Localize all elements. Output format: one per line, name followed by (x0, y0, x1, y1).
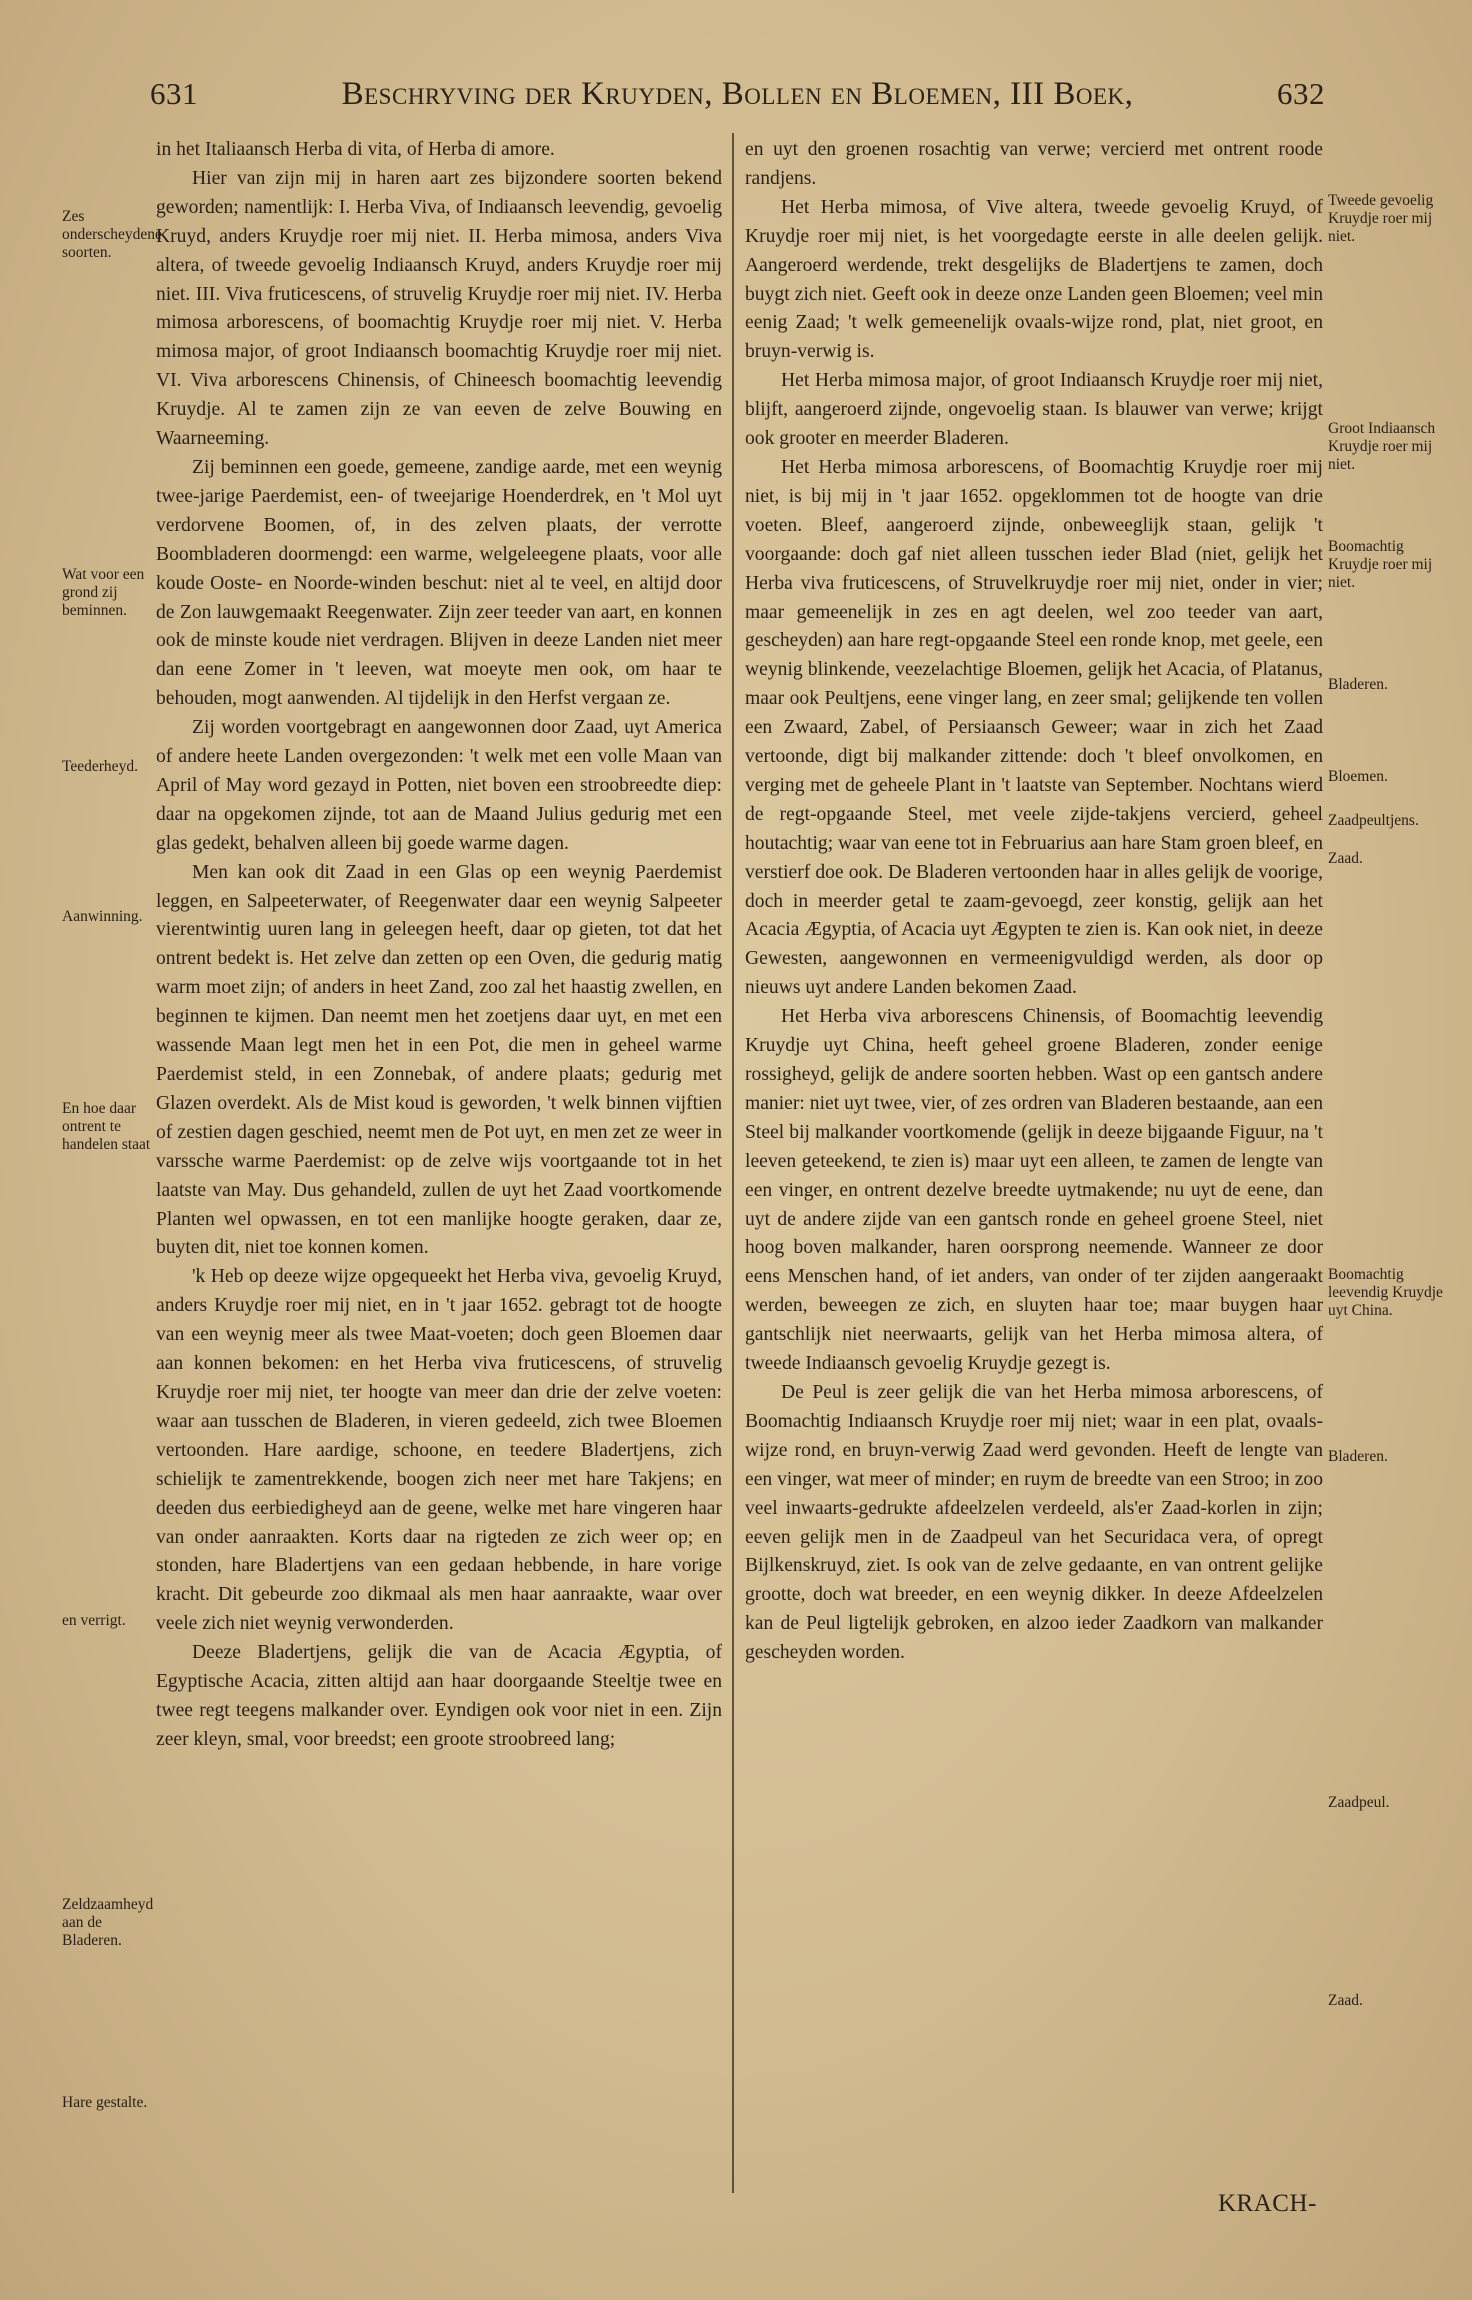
paragraph: Het Herba viva arborescens Chinensis, of Boomachtig leevendig Kruydje uyt China, heeft geheel groene Bladeren, zonder eenige rossigheyd, gelijk de andere soorten hebben. Wast op een gantsch andere manier: niet uyt twee, vier, of zes ordren van Bladeren bestaande, aan een Steel bij malkander voortkomende (gelijk in deeze bijgaande Figuur, na 't leeven geteekend, te zien is) maar uyt een alleen, te zamen de lengte van een vinger, en ontrent dezelve breedte uytmakende; nu uyt de eene, dan uyt de andere zijde van een gantsch ronde en geheel groene Steel, niet hoog boven malkander, haren oorsprong neemende. Wanneer ze door eens Menschen hand, of iet anders, van onder of ter zijden aangeraakt werden, beweegen ze zich, en sluyten haar toe; maar buygen haar gantschlijk niet neerwaarts, gelijk van het Herba mimosa altera, of tweede Indiaansch gevoelig Kruydje gezegt is. (745, 1006, 1323, 1375)
margin-note: en verrigt. (62, 1612, 126, 1629)
paragraph: De Peul is zeer gelijk die van het Herba mimosa arborescens, of Boomachtig Indiaansch Kruydje roer mij niet; waar in een plat, ovaals-wijze rond, en bruyn-verwig Zaad werd gevonden. Heeft de lengte van een vinger, wat meer of minder; en ruym de breedte van een Stroo; in zoo veel inwaarts-gedrukte afdeelzelen verdeeld, als'er Zaad-korlen in zijn; eeven gelijk men in de Zaadpeul van het Securidaca vera, of opregt Bijlkenskruyd, ziet. Is ook van de zelve gedaante, en van ontrent gelijke grootte, doch wat breeder, en een weynig dikker. In deeze Afdeelzelen kan de Peul ligtelijk gebroken, en alzoo ieder Zaadkorn van malkander gescheyden worden. (745, 1381, 1323, 1664)
page-number-left: 631 (150, 76, 198, 111)
catchword: KRACH- (1218, 2190, 1317, 2217)
paragraph: Zij beminnen een goede, gemeene, zandige aarde, met een weynig twee-jarige Paerdemist, een- of tweejarige Hoenderdrek, en 't Mol uyt verdorvene Boomen, of, in des zelven plaats, der verrotte Boombladeren doormengd: een warme, welgeleegene plaats, voor alle koude Ooste- en Noorde-winden beschut: niet al te veel, en altijd door de Zon lauwgemaakt Reegenwater. Zijn zeer teeder van aart, en konnen ook de minste koude niet verdragen. Blijven in deeze Landen niet meer dan eene Zomer in 't leeven, wat moeyte men ook, om haar te behouden, mogt aanwenden. Al tijdelijk in den Herfst vergaan ze. (156, 456, 722, 710)
margin-note: Bladeren. (1328, 676, 1388, 693)
margin-note: Zaadpeul. (1328, 1794, 1390, 1811)
paragraph: Het Herba mimosa arborescens, of Boomachtig Kruydje roer mij niet, is bij mij in 't jaar 1652. opgeklommen tot de hoogte van drie voeten. Bleef, aangeroerd zijnde, onbeweeglijk staan, gelijk 't voorgaande: doch gaf niet alleen tusschen ieder Blad (niet, gelijk het Herba viva fruticescens, of Struvelkruydje roer mij niet, onder in vier; maar gemeenelijk in zes en agt deelen, wel zoo teeder van aart, gescheyden) aan hare regt-opgaande Steel een ronde knop, met geele, een weynig blinkende, veezelachtige Bloemen, gelijk het Acacia, of Platanus, maar ook Peultjens, eene vinger lang, en zeer smal; gelijkende ten vollen een Zwaard, Zabel, of Persiaansch Geweer; waar in zich het Zaad vertoonde, digt bij malkander zittende: doch 't bleef onvolkomen, en verging met de geheele Plant in 't laatste van September. Nochtans wierd de regt-opgaande Steel, met veele zijde-takjens vercierd, geheel houtachtig; waar van eene tot in Februarius aan hare Stam groen bleef, en verstierf doe ook. De Bladeren vertoonden haar in alles gelijk de voorige, doch in meerder getal te zaam-gevoegd, zeer konstig, gelijk aan het Acacia Ægyptia, of Acacia uyt Ægypten te zien is. Kan ook niet, in deeze Gewesten, aangewonnen en vermeenigvuldigd werden, als door op nieuws uyt andere Landen bekomen Zaad. (745, 456, 1323, 999)
running-title: Beschryving der Kruyden, Bollen en Bloemen, III Boek, (341, 76, 1134, 112)
paragraph: Hier van zijn mij in haren aart zes bijzondere soorten bekend geworden; namentlijk: I. Herba Viva, of Indiaansch leevendig, gevoelig Kruyd, anders Kruydje roer mij niet. II. Herba mimosa, anders Viva altera, of tweede gevoelig Indiaansch Kruyd, anders Kruydje roer mij niet. III. Viva fruticescens, of struvelig Kruydje roer mij niet. IV. Herba mimosa arborescens, of boomachtig Kruydje roer mij niet. V. Herba mimosa major, of groot Indiaansch boomachtig Kruydje roer mij niet. VI. Viva arborescens Chinensis, of Chineesch boomachtig leevendig Kruydje. Al te zamen zijn ze van eeven de zelve Bouwing en Waarneeming. (156, 167, 722, 450)
margin-note: Teederheyd. (62, 758, 138, 775)
margin-note: En hoe daar ontrent te handelen staat (62, 1100, 151, 1153)
margin-note: Zaadpeultjens. (1328, 812, 1419, 829)
paragraph: in het Italiaansch Herba di vita, of Herba di amore. (156, 139, 555, 160)
paragraph: Het Herba mimosa major, of groot Indiaansch Kruydje roer mij niet, blijft, aangeroerd zijnde, ongevoelig staan. Is blauwer van verwe; krijgt ook grooter en meerder Bladeren. (745, 370, 1323, 450)
paragraph: Het Herba mimosa, of Vive altera, tweede gevoelig Kruyd, of Kruydje roer mij niet, is het voorgedagte eerste in alle deelen gelijk. Aangeroerd werdende, trekt desgelijks de Bladertjens te zamen, doch buygt zich niet. Geeft ook in deeze onze Landen geen Bloemen; veel min eenig Zaad; 't welk gemeenelijk ovaals-wijze rond, plat, niet groot, en bruyn-verwig is. (745, 196, 1323, 363)
column-divider (732, 133, 734, 2193)
margin-note: Aanwinning. (62, 908, 143, 925)
page-number-right: 632 (1277, 76, 1325, 111)
margin-note: Bloemen. (1328, 768, 1388, 785)
margin-note: Groot Indiaansch Kruydje roer mij niet. (1328, 420, 1436, 473)
left-column (156, 136, 722, 1755)
margin-note: Boomachtig Kruydje roer mij niet. (1328, 538, 1433, 591)
paragraph: Zij worden voortgebragt en aangewonnen door Zaad, uyt America of andere heete Landen overgezonden: 't welk met een volle Maan van April of May word gezayd in Potten, niet boven een stroobreedte diep: daar na opgekomen zijnde, tot aan de Maand Julius gedurig met een glas gedekt, behalven alleen bij goede warme dagen. (156, 717, 722, 854)
paragraph: en uyt den groenen rosachtig van verwe; vercierd met ontrent roode randjens. (745, 139, 1323, 189)
margin-note: Hare gestalte. (62, 2094, 148, 2111)
margin-note: Zaad. (1328, 1992, 1363, 2009)
margin-note: Wat voor een grond zij beminnen. (62, 566, 145, 619)
margin-note: Zeldzaamheyd aan de Bladeren. (62, 1896, 154, 1949)
margin-note: Tweede gevoelig Kruydje roer mij niet. (1328, 192, 1434, 245)
right-column (745, 136, 1323, 1668)
margin-note: Zaad. (1328, 850, 1363, 867)
margin-note: Boomachtig leevendig Kruydje uyt China. (1328, 1266, 1443, 1319)
paragraph: 'k Heb op deeze wijze opgequeekt het Herba viva, gevoelig Kruyd, anders Kruydje roer mij niet, en in 't jaar 1652. gebragt tot de hoogte van een weynig meer als twee Maat-voeten; doch geen Bloemen daar aan konnen bekomen: en het Herba viva fruticescens, of struvelig Kruydje roer mij niet, ter hoogte van meer dan drie der zelve voeten: waar aan tusschen de Bladeren, in vieren gedeeld, zich twee Bloemen vertoonden. Hare aardige, schoone, en teedere Bladertjens, zich schielijk te zamentrekkende, boogen zich neer met hare Takjens; en deeden dus eerbiedigheyd aan de geene, welke met hare vingeren haar van onder aanraakten. Korts daar na rigteden ze zich weer op; en stonden, hare Bladertjens van een gedaan hebbende, in hare vorige kracht. Dit gebeurde zoo dikmaal als men haar aanraakte, waar over veele zich niet weynig verwonderden. (156, 1266, 722, 1635)
running-header (150, 72, 1325, 122)
paragraph: Men kan ook dit Zaad in een Glas op een weynig Paerdemist leggen, en Salpeeterwater, of Reegenwater daar een weynig Salpeeter vierentwintig uuren lang in geleegen heeft, daar op gieten, tot dat het ontrent bedekt is. Het zelve dan zetten op een Oven, die gedurig matig warm moet zijn; of anders in heet Zand, zoo zal het haastig zwellen, en beginnen te kijmen. Dan neemt men het zoetjens daar uyt, en met een wassende Maan legt men het in een Pot, die men in geheel warme Paerdemist steld, in een Zonnebak, of andere plaats; gedurig met Glazen overdekt. Als de Mist koud is geworden, 't welk binnen vijftien of zestien dagen geschied, neemt men de Pot uyt, en men zet ze weer in varssche warme Paerdemist: op de zelve wijs voortgaande tot in het laatste van May. Dus gehandeld, zullen de uyt het Zaad voortkomende Planten wel opwassen, en tot een manlijke hoogte geraken, daar ze, buyten dit, niet toe konnen komen. (156, 861, 722, 1259)
paragraph: Deeze Bladertjens, gelijk die van de Acacia Ægyptia, of Egyptische Acacia, zitten altijd aan haar doorgaande Steeltje twee en twee regt teegens malkander over. Eyndigen ook voor niet in een. Zijn zeer kleyn, smal, voor breedst; een groote stroobreed lang; (156, 1642, 722, 1750)
margin-note: Bladeren. (1328, 1448, 1388, 1465)
margin-note: Zes onderscheydene soorten. (62, 208, 162, 261)
